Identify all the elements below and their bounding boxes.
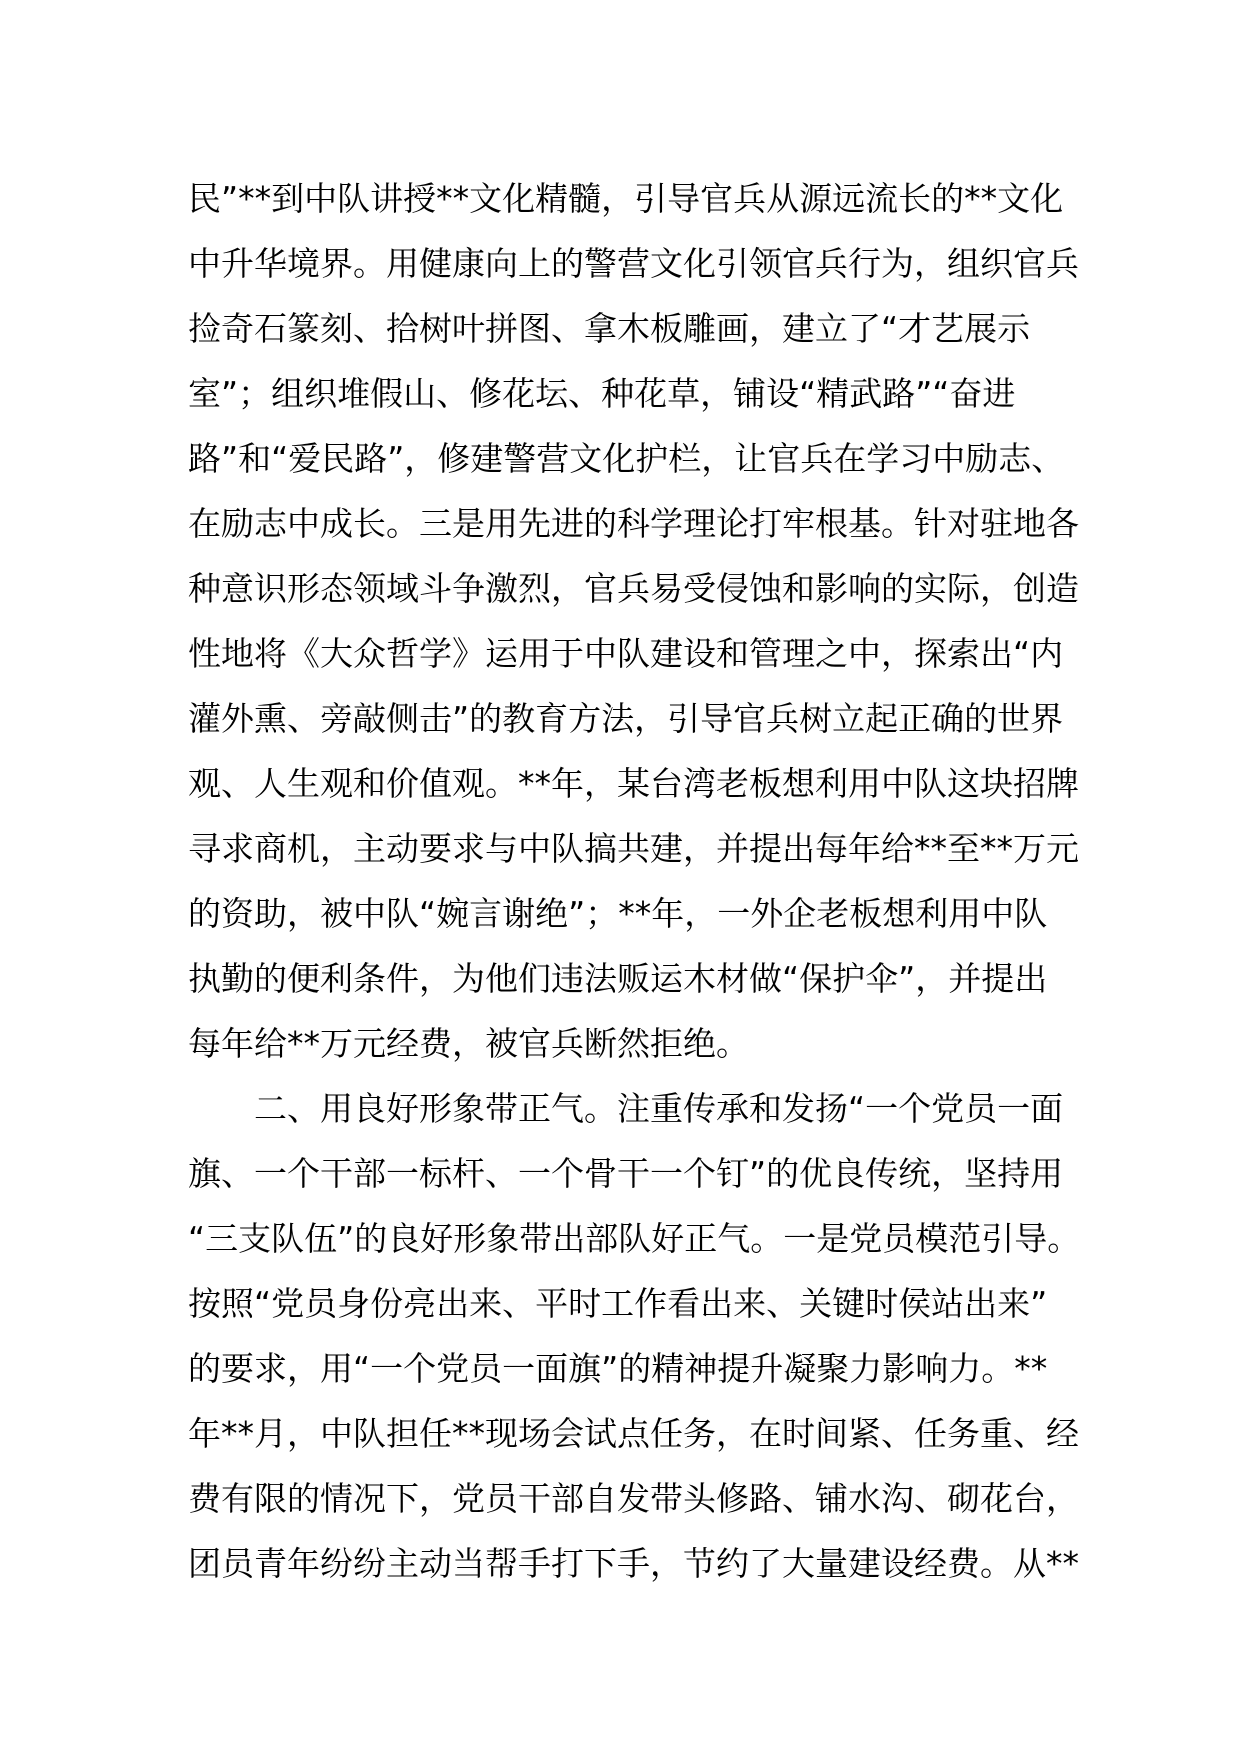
text-line: 年**月，中队担任**现场会试点任务，在时间紧、任务重、经 — [188, 1414, 1079, 1453]
text-line: 路”和“爱民路”，修建警营文化护栏，让官兵在学习中励志、 — [188, 439, 1065, 478]
text-line: 按照“党员身份亮出来、平时工作看出来、关键时侯站出来” — [188, 1284, 1048, 1323]
text-line: 性地将《大众哲学》运用于中队建设和管理之中，探索出“内 — [188, 634, 1064, 673]
text-line: 执勤的便利条件，为他们违法贩运木材做“保护伞”，并提出 — [188, 959, 1048, 998]
text-line: 旗、一个干部一标杆、一个骨干一个钉”的优良传统，坚持用 — [188, 1154, 1064, 1193]
paragraph-start-line: 二、用良好形象带正气。注重传承和发扬“一个党员一面 — [188, 1089, 1064, 1128]
body-text — [188, 166, 1088, 1596]
text-line: 种意识形态领域斗争激烈，官兵易受侵蚀和影响的实际，创造 — [188, 569, 1079, 608]
text-line: 室”；组织堆假山、修花坛、种花草，铺设“精武路”“奋进 — [188, 374, 1016, 413]
text-line: 每年给**万元经费，被官兵断然拒绝。 — [188, 1024, 749, 1063]
text-line: 观、人生观和价值观。**年，某台湾老板想利用中队这块招牌 — [188, 764, 1079, 803]
text-line: 团员青年纷纷主动当帮手打下手，节约了大量建设经费。从** — [188, 1544, 1079, 1583]
text-line: “三支队伍”的良好形象带出部队好正气。一是党员模范引导。 — [188, 1219, 1081, 1258]
text-line: 灌外熏、旁敲侧击”的教育方法，引导官兵树立起正确的世界 — [188, 699, 1064, 738]
text-line: 中升华境界。用健康向上的警营文化引领官兵行为，组织官兵 — [188, 244, 1079, 283]
text-line: 的资助，被中队“婉言谢绝”；**年，一外企老板想利用中队 — [188, 894, 1048, 933]
text-line: 费有限的情况下，党员干部自发带头修路、铺水沟、砌花台， — [188, 1479, 1079, 1518]
text-line: 的要求，用“一个党员一面旗”的精神提升凝聚力影响力。** — [188, 1349, 1048, 1388]
text-line: 捡奇石篆刻、拾树叶拼图、拿木板雕画，建立了“才艺展示 — [188, 309, 1031, 348]
text-line: 民”**到中队讲授**文化精髓，引导官兵从源远流长的**文化 — [188, 179, 1064, 218]
text-line: 寻求商机，主动要求与中队搞共建，并提出每年给**至**万元 — [188, 829, 1079, 868]
text-line: 在励志中成长。三是用先进的科学理论打牢根基。针对驻地各 — [188, 504, 1079, 543]
